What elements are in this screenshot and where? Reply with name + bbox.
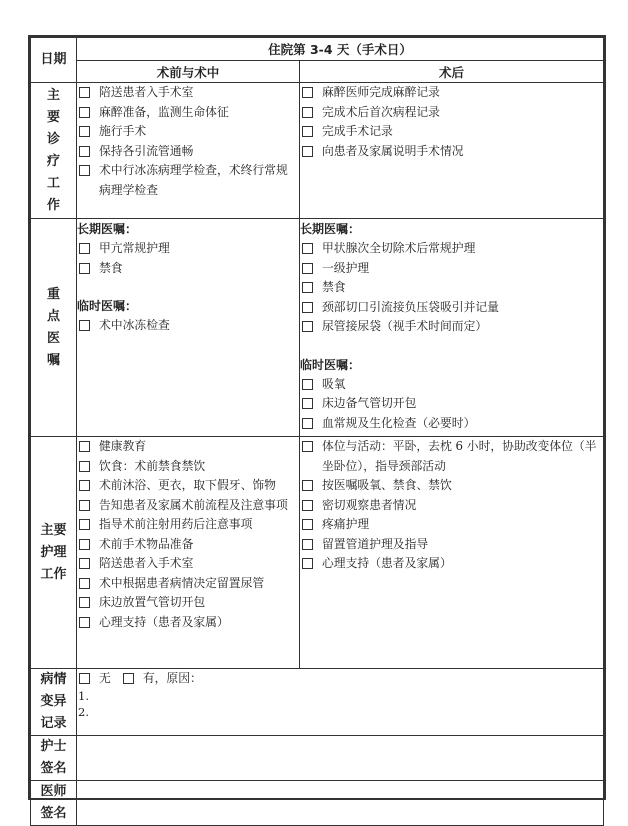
checklist-item: 体位与活动：平卧，去枕 6 小时，协助改变体位（半坐卧位），指导颈部活动 (300, 437, 603, 476)
checklist-item: 陪送患者入手术室 (77, 83, 299, 103)
checklist-item: 告知患者及家属术前流程及注意事项 (77, 496, 299, 516)
checkbox[interactable] (79, 320, 90, 331)
checkbox[interactable] (302, 519, 313, 530)
checklist-item: 床边备气管切开包 (300, 394, 603, 414)
checklist-item: 术前沐浴、更衣，取下假牙、饰物 (77, 476, 299, 496)
checklist-item: 向患者及家属说明手术情况 (300, 142, 603, 162)
clinical-pathway-form (28, 35, 606, 821)
checklist-item: 心理支持（患者及家属） (300, 554, 603, 574)
variance-none-checkbox[interactable] (79, 673, 90, 684)
orders-post-cell (300, 219, 604, 437)
checkbox[interactable] (79, 539, 90, 550)
checkbox[interactable] (302, 500, 313, 511)
checklist-item: 甲状腺次全切除术后常规护理 (300, 239, 603, 259)
checkbox[interactable] (302, 282, 313, 293)
checkbox[interactable] (79, 617, 90, 628)
checkbox[interactable] (79, 500, 90, 511)
checklist-item: 心理支持（患者及家属） (77, 613, 299, 633)
checklist-item: 禁食 (77, 259, 299, 279)
checklist-item: 完成手术记录 (300, 122, 603, 142)
checkbox[interactable] (302, 558, 313, 569)
temporary-orders-heading: 临时医嘱： (300, 357, 361, 372)
checklist-item: 施行手术 (77, 122, 299, 142)
checkbox[interactable] (302, 87, 313, 98)
checklist-item: 禁食 (300, 278, 603, 298)
checkbox[interactable] (79, 126, 90, 137)
work-post-cell (300, 83, 604, 219)
doctor-signature-field[interactable] (77, 781, 604, 826)
checklist-item: 术中冰冻检查 (77, 316, 299, 336)
checklist-item: 密切观察患者情况 (300, 496, 603, 516)
nursing-pre-cell (77, 437, 300, 669)
work-pre-cell (77, 83, 300, 219)
nurse-signature-field[interactable] (77, 736, 604, 781)
checkbox[interactable] (79, 578, 90, 589)
checklist-item: 完成术后首次病程记录 (300, 103, 603, 123)
checkbox[interactable] (79, 558, 90, 569)
temporary-orders-heading: 临时医嘱： (77, 299, 138, 313)
checkbox[interactable] (302, 126, 313, 137)
variance-line-2[interactable]: 2. (78, 705, 89, 719)
checkbox[interactable] (302, 146, 313, 157)
nursing-section-label: 主要 护理 工作 (31, 437, 77, 669)
checkbox[interactable] (79, 519, 90, 530)
checkbox[interactable] (302, 398, 313, 409)
variance-section-label: 病情 变异 记录 (31, 669, 77, 736)
checklist-item: 尿管接尿袋（视手术时间而定） (300, 317, 603, 337)
doctor-signature-label: 医师 签名 (31, 781, 77, 826)
orders-section-label: 重 点 医 嘱 (31, 219, 77, 437)
checklist-item: 术中根据患者病情决定留置尿管 (77, 574, 299, 594)
checklist-item: 饮食：术前禁食禁饮 (77, 457, 299, 477)
checklist-item: 血常规及生化检查（必要时） (300, 414, 603, 434)
nurse-signature-label: 护士 签名 (31, 736, 77, 781)
checklist-item: 按医嘱吸氧、禁食、禁饮 (300, 476, 603, 496)
checklist-item: 颈部切口引流接负压袋吸引并记量 (300, 298, 603, 318)
checkbox[interactable] (302, 539, 313, 550)
variance-yes-label: 有，原因： (142, 671, 202, 685)
checklist-item: 甲亢常规护理 (77, 239, 299, 259)
checklist-item: 麻醉医师完成麻醉记录 (300, 83, 603, 103)
checkbox[interactable] (79, 243, 90, 254)
checkbox[interactable] (79, 441, 90, 452)
checkbox[interactable] (79, 107, 90, 118)
orders-pre-cell (77, 219, 300, 437)
checklist-item: 床边放置气管切开包 (77, 593, 299, 613)
checklist-item: 陪送患者入手术室 (77, 554, 299, 574)
checklist-item: 指导术前注射用药后注意事项 (77, 515, 299, 535)
checklist-item: 保持各引流管通畅 (77, 142, 299, 162)
checkbox[interactable] (79, 146, 90, 157)
checkbox[interactable] (302, 107, 313, 118)
checkbox[interactable] (302, 480, 313, 491)
checklist-item: 术中行冰冻病理学检查，术终行常规病理学检查 (77, 161, 299, 200)
post-column-header: 术后 (300, 61, 604, 83)
checklist-item: 留置管道护理及指导 (300, 535, 603, 555)
long-term-orders-heading: 长期医嘱： (300, 222, 361, 236)
stay-title: 住院第 3-4 天（手术日） (77, 38, 604, 61)
checkbox[interactable] (302, 263, 313, 274)
checkbox[interactable] (79, 165, 90, 176)
checkbox[interactable] (302, 441, 313, 452)
checklist-item: 麻醉准备，监测生命体征 (77, 103, 299, 123)
checklist-item: 健康教育 (77, 437, 299, 457)
variance-cell (77, 669, 604, 736)
long-term-orders-heading: 长期医嘱： (77, 222, 138, 236)
variance-line-1[interactable]: 1. (78, 689, 89, 703)
checklist-item: 疼痛护理 (300, 515, 603, 535)
work-section-label: 主 要 诊 疗 工 作 (31, 83, 77, 219)
pathway-table (30, 37, 604, 826)
checkbox[interactable] (79, 263, 90, 274)
checkbox[interactable] (79, 597, 90, 608)
date-header: 日期 (31, 38, 77, 83)
checkbox[interactable] (79, 480, 90, 491)
pre-intra-column-header: 术前与术中 (77, 61, 300, 83)
variance-yes-checkbox[interactable] (123, 673, 134, 684)
checkbox[interactable] (79, 87, 90, 98)
checkbox[interactable] (302, 418, 313, 429)
checklist-item: 一级护理 (300, 259, 603, 279)
checklist-item: 术前手术物品准备 (77, 535, 299, 555)
variance-none-label: 无 (99, 671, 111, 685)
checkbox[interactable] (302, 379, 313, 390)
checkbox[interactable] (302, 302, 313, 313)
checkbox[interactable] (302, 321, 313, 332)
checklist-item: 吸氧 (300, 375, 603, 395)
nursing-post-cell (300, 437, 604, 669)
checkbox[interactable] (302, 243, 313, 254)
checkbox[interactable] (79, 461, 90, 472)
